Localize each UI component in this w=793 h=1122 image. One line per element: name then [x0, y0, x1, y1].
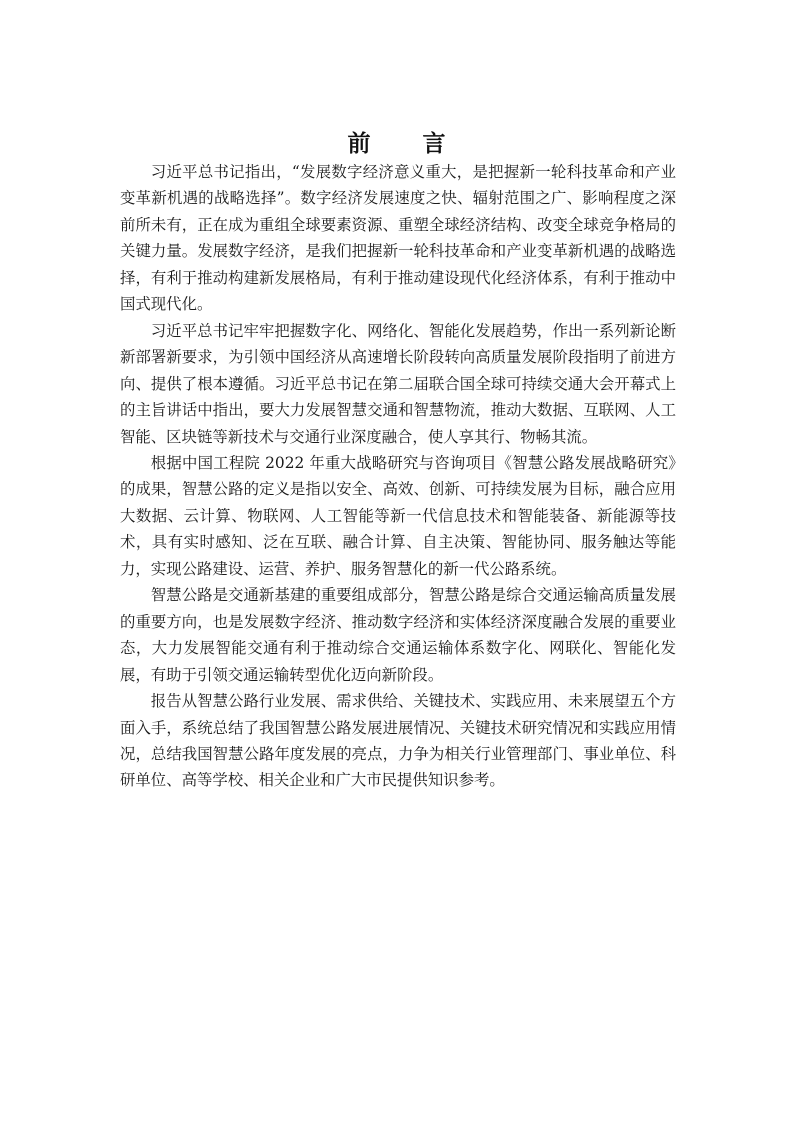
page-title: 前 言 [347, 130, 468, 158]
paragraph-4: 智慧公路是交通新基建的重要组成部分，智慧公路是综合交通运输高质量发展的重要方向，也是发展数字经济、推动数字经济和实体经济深度融合发展的重要业态，大力发展智能交通有利于推动综合交通运输体系数字化、网联化、智能化发展，有助于引领交通运输转型优化迈向新阶段。 [120, 586, 676, 684]
preface-body [120, 159, 676, 794]
paragraph-5: 报告从智慧公路行业发展、需求供给、关键技术、实践应用、未来展望五个方面入手，系统总结了我国智慧公路发展进展情况、关键技术研究情况和实践应用情况，总结我国智慧公路年度发展的亮点，力争为相关行业管理部门、事业单位、科研单位、高等学校、相关企业和广大市民提供知识参考。 [120, 692, 676, 790]
paragraph-2: 习近平总书记牢牢把握数字化、网络化、智能化发展趋势，作出一系列新论断新部署新要求，为引领中国经济从高速增长阶段转向高质量发展阶段指明了前进方向、提供了根本遵循。习近平总书记在第二届联合国全球可持续交通大会开幕式上的主旨讲话中指出，要大力发展智慧交通和智慧物流，推动大数据、互联网、人工智能、区块链等新技术与交通行业深度融合，使人享其行、物畅其流。 [120, 321, 676, 446]
paragraph-3: 根据中国工程院 2022 年重大战略研究与咨询项目《智慧公路发展战略研究》的成果，智慧公路的定义是指以安全、高效、创新、可持续发展为目标，融合应用大数据、云计算、物联网、人工智能等新一代信息技术和智能装备、新能源等技术，具有实时感知、泛在互联、融合计算、自主决策、智能协同、服务触达等能力，实现公路建设、运营、养护、服务智慧化的新一代公路系统。 [120, 453, 676, 578]
paragraph-1: 习近平总书记指出，“发展数字经济意义重大，是把握新一轮科技革命和产业变革新机遇的战略选择”。数字经济发展速度之快、辐射范围之广、影响程度之深前所未有，正在成为重组全球要素资源、重塑全球经济结构、改变全球竞争格局的关键力量。发展数字经济，是我们把握新一轮科技革命和产业变革新机遇的战略选择，有利于推动构建新发展格局，有利于推动建设现代化经济体系，有利于推动中国式现代化。 [120, 163, 676, 314]
